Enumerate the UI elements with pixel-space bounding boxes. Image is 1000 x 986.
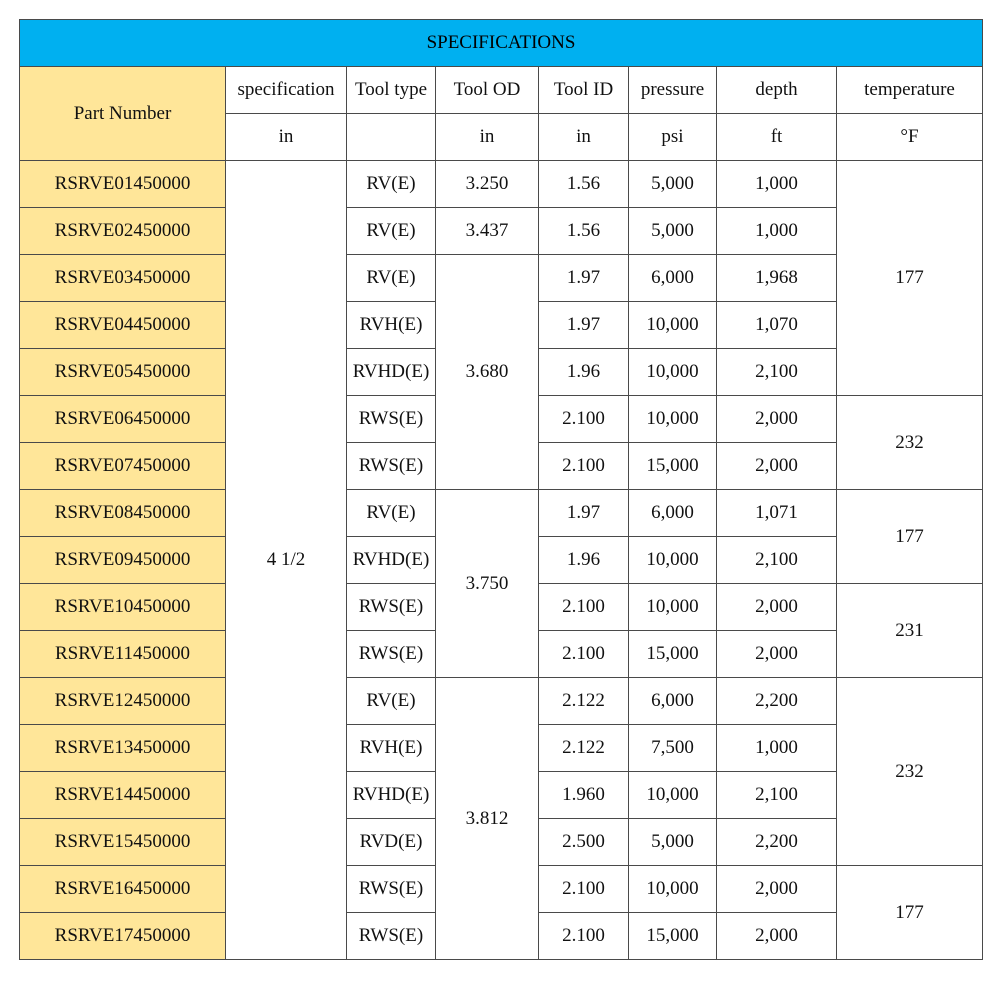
tool-od-cell: 3.250 <box>436 161 539 208</box>
header-temperature: temperature <box>837 67 983 114</box>
tool-id-cell: 1.96 <box>539 537 629 584</box>
tool-type-cell: RV(E) <box>347 208 436 255</box>
header-specification: specification <box>226 67 347 114</box>
header-tool-od: Tool OD <box>436 67 539 114</box>
unit-tool-type <box>347 114 436 161</box>
pressure-cell: 10,000 <box>629 584 717 631</box>
unit-specification: in <box>226 114 347 161</box>
header-row <box>20 67 983 114</box>
pressure-cell: 6,000 <box>629 678 717 725</box>
unit-temperature: °F <box>837 114 983 161</box>
pressure-cell: 10,000 <box>629 349 717 396</box>
tool-type-cell: RV(E) <box>347 161 436 208</box>
tool-type-cell: RV(E) <box>347 255 436 302</box>
tool-type-cell: RVHD(E) <box>347 772 436 819</box>
tool-id-cell: 2.100 <box>539 443 629 490</box>
pressure-cell: 5,000 <box>629 819 717 866</box>
part-number-cell: RSRVE01450000 <box>20 161 226 208</box>
part-number-cell: RSRVE14450000 <box>20 772 226 819</box>
tool-id-cell: 1.96 <box>539 349 629 396</box>
part-number-cell: RSRVE10450000 <box>20 584 226 631</box>
pressure-cell: 15,000 <box>629 443 717 490</box>
depth-cell: 2,000 <box>717 443 837 490</box>
tool-type-cell: RV(E) <box>347 490 436 537</box>
tool-od-cell: 3.750 <box>436 490 539 678</box>
table-row <box>20 678 983 725</box>
header-part-number: Part Number <box>20 67 226 161</box>
depth-cell: 2,100 <box>717 772 837 819</box>
depth-cell: 2,200 <box>717 678 837 725</box>
specifications-table <box>19 19 983 960</box>
tool-id-cell: 2.100 <box>539 913 629 960</box>
depth-cell: 1,000 <box>717 161 837 208</box>
tool-type-cell: RVD(E) <box>347 819 436 866</box>
pressure-cell: 6,000 <box>629 255 717 302</box>
tool-id-cell: 2.122 <box>539 678 629 725</box>
tool-id-cell: 1.960 <box>539 772 629 819</box>
depth-cell: 1,000 <box>717 208 837 255</box>
table-row <box>20 161 983 208</box>
tool-id-cell: 2.100 <box>539 631 629 678</box>
part-number-cell: RSRVE17450000 <box>20 913 226 960</box>
temperature-cell: 231 <box>837 584 983 678</box>
header-depth: depth <box>717 67 837 114</box>
tool-type-cell: RWS(E) <box>347 584 436 631</box>
tool-type-cell: RVH(E) <box>347 725 436 772</box>
part-number-cell: RSRVE15450000 <box>20 819 226 866</box>
tool-id-cell: 1.97 <box>539 490 629 537</box>
temperature-cell: 177 <box>837 161 983 396</box>
pressure-cell: 10,000 <box>629 772 717 819</box>
depth-cell: 2,000 <box>717 866 837 913</box>
pressure-cell: 10,000 <box>629 537 717 584</box>
tool-id-cell: 2.100 <box>539 866 629 913</box>
header-pressure: pressure <box>629 67 717 114</box>
part-number-cell: RSRVE13450000 <box>20 725 226 772</box>
part-number-cell: RSRVE07450000 <box>20 443 226 490</box>
temperature-cell: 232 <box>837 396 983 490</box>
tool-type-cell: RV(E) <box>347 678 436 725</box>
tool-id-cell: 1.97 <box>539 302 629 349</box>
tool-od-cell: 3.437 <box>436 208 539 255</box>
depth-cell: 2,200 <box>717 819 837 866</box>
header-tool-id: Tool ID <box>539 67 629 114</box>
depth-cell: 1,000 <box>717 725 837 772</box>
temperature-cell: 177 <box>837 490 983 584</box>
depth-cell: 2,100 <box>717 349 837 396</box>
tool-type-cell: RVHD(E) <box>347 537 436 584</box>
pressure-cell: 5,000 <box>629 208 717 255</box>
part-number-cell: RSRVE11450000 <box>20 631 226 678</box>
depth-cell: 2,000 <box>717 631 837 678</box>
pressure-cell: 10,000 <box>629 302 717 349</box>
tool-id-cell: 2.122 <box>539 725 629 772</box>
tool-id-cell: 2.500 <box>539 819 629 866</box>
tool-type-cell: RWS(E) <box>347 913 436 960</box>
pressure-cell: 6,000 <box>629 490 717 537</box>
tool-type-cell: RWS(E) <box>347 631 436 678</box>
pressure-cell: 7,500 <box>629 725 717 772</box>
pressure-cell: 15,000 <box>629 631 717 678</box>
tool-type-cell: RVH(E) <box>347 302 436 349</box>
header-tool-type: Tool type <box>347 67 436 114</box>
part-number-cell: RSRVE06450000 <box>20 396 226 443</box>
table-title: SPECIFICATIONS <box>20 20 983 67</box>
pressure-cell: 10,000 <box>629 396 717 443</box>
depth-cell: 1,071 <box>717 490 837 537</box>
tool-id-cell: 1.56 <box>539 161 629 208</box>
unit-tool-id: in <box>539 114 629 161</box>
unit-pressure: psi <box>629 114 717 161</box>
tool-id-cell: 1.97 <box>539 255 629 302</box>
depth-cell: 2,000 <box>717 396 837 443</box>
part-number-cell: RSRVE16450000 <box>20 866 226 913</box>
tool-od-cell: 3.680 <box>436 255 539 490</box>
tool-type-cell: RWS(E) <box>347 396 436 443</box>
tool-id-cell: 2.100 <box>539 396 629 443</box>
pressure-cell: 5,000 <box>629 161 717 208</box>
temperature-cell: 177 <box>837 866 983 960</box>
tool-type-cell: RVHD(E) <box>347 349 436 396</box>
depth-cell: 1,070 <box>717 302 837 349</box>
part-number-cell: RSRVE08450000 <box>20 490 226 537</box>
depth-cell: 2,100 <box>717 537 837 584</box>
part-number-cell: RSRVE09450000 <box>20 537 226 584</box>
part-number-cell: RSRVE03450000 <box>20 255 226 302</box>
part-number-cell: RSRVE05450000 <box>20 349 226 396</box>
depth-cell: 1,968 <box>717 255 837 302</box>
tool-type-cell: RWS(E) <box>347 443 436 490</box>
tool-type-cell: RWS(E) <box>347 866 436 913</box>
tool-id-cell: 1.56 <box>539 208 629 255</box>
specification-cell: 4 1/2 <box>226 161 347 960</box>
tool-od-cell: 3.812 <box>436 678 539 960</box>
part-number-cell: RSRVE12450000 <box>20 678 226 725</box>
tool-id-cell: 2.100 <box>539 584 629 631</box>
part-number-cell: RSRVE04450000 <box>20 302 226 349</box>
unit-depth: ft <box>717 114 837 161</box>
temperature-cell: 232 <box>837 678 983 866</box>
pressure-cell: 15,000 <box>629 913 717 960</box>
pressure-cell: 10,000 <box>629 866 717 913</box>
depth-cell: 2,000 <box>717 913 837 960</box>
table-row <box>20 490 983 537</box>
part-number-cell: RSRVE02450000 <box>20 208 226 255</box>
unit-tool-od: in <box>436 114 539 161</box>
depth-cell: 2,000 <box>717 584 837 631</box>
title-row <box>20 20 983 67</box>
